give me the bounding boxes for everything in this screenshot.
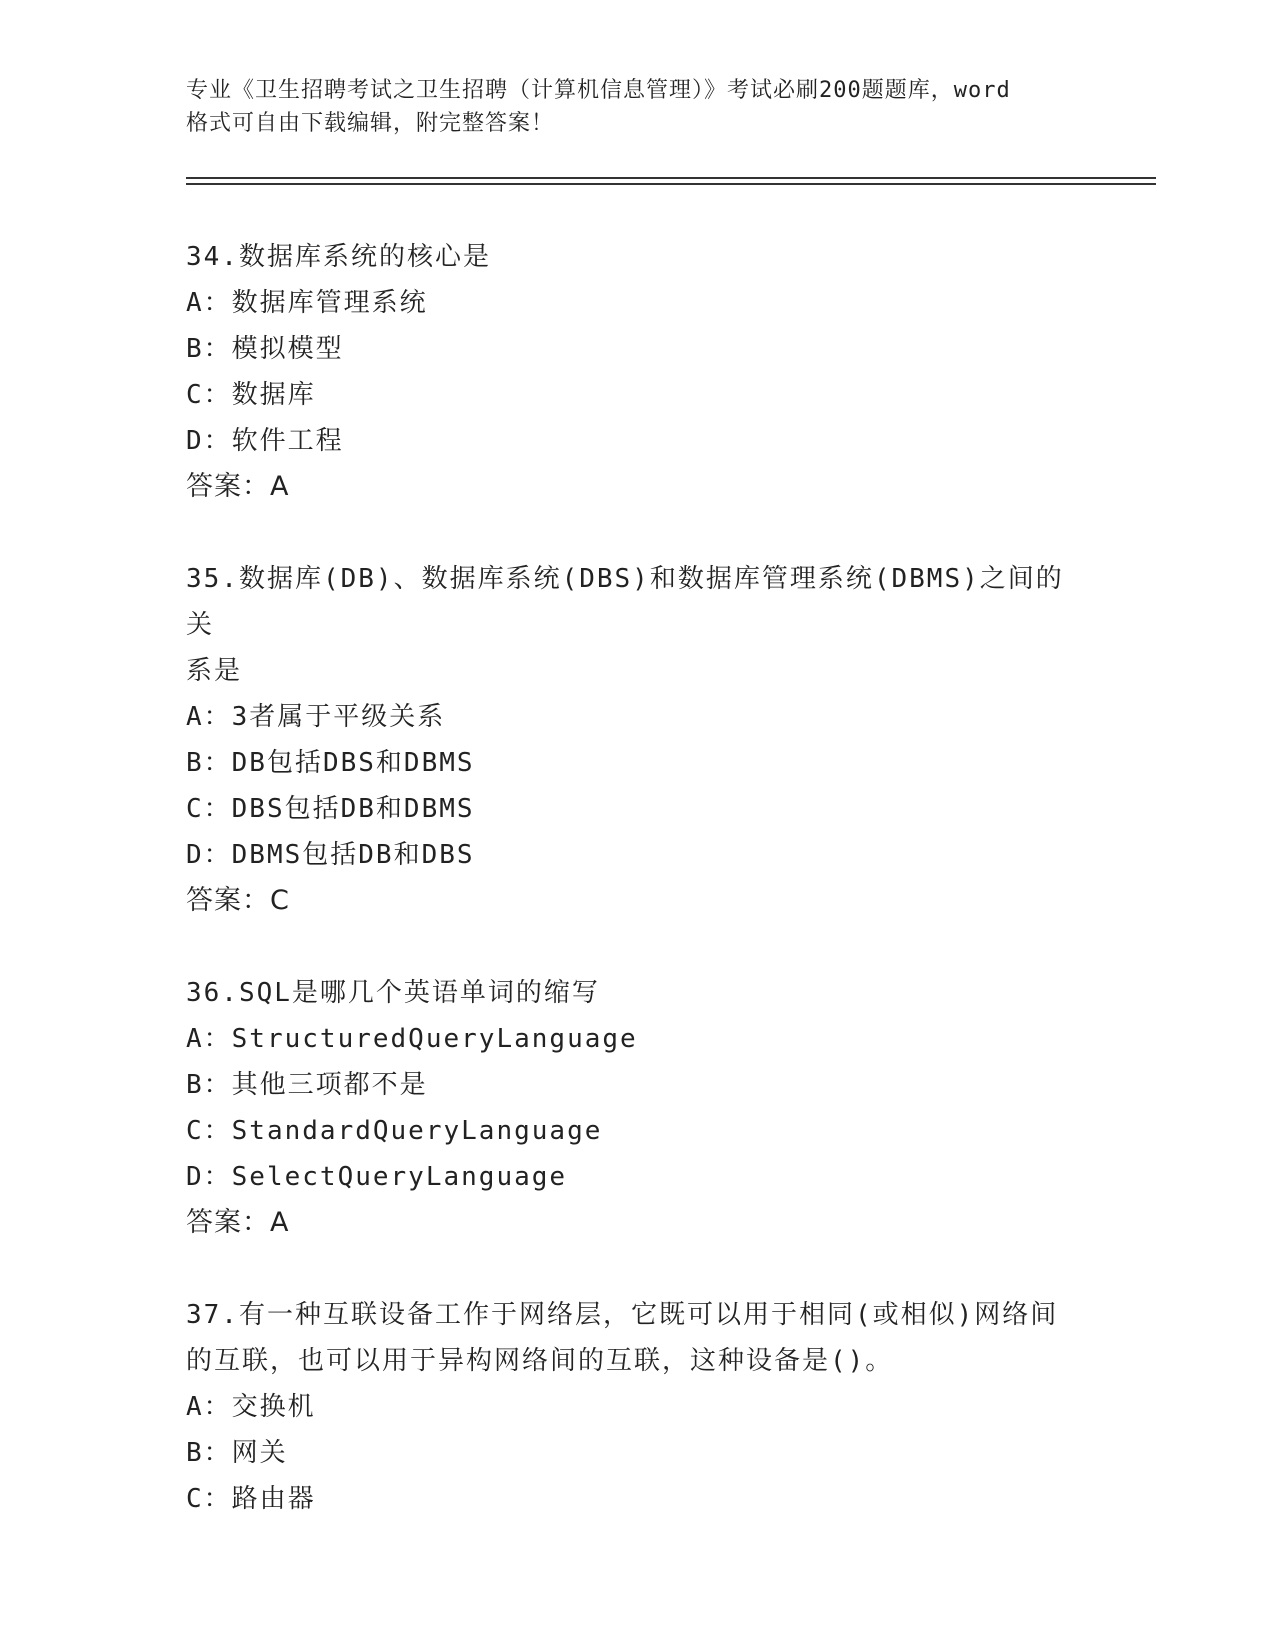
option-c: C：数据库	[186, 380, 316, 410]
question-stem-line-1: 35.数据库(DB)、数据库系统(DBS)和数据库管理系统(DBMS)之间的关	[186, 564, 1064, 640]
question-stem-line-2: 系是	[186, 656, 243, 686]
option-a: A：3者属于平级关系	[186, 702, 446, 732]
question-36	[186, 970, 1086, 1246]
document-header	[186, 74, 1086, 140]
question-stem	[186, 970, 1086, 1016]
question-37	[186, 1292, 1086, 1522]
answer-label: 答案：A	[186, 471, 290, 502]
option-b: B：DB包括DBS和DBMS	[186, 748, 475, 778]
option-a: A：数据库管理系统	[186, 288, 428, 318]
option-b: B：网关	[186, 1438, 288, 1468]
header-divider-top	[186, 177, 1156, 179]
option-c: C：DBS包括DB和DBMS	[186, 794, 475, 824]
option-a: A：StructuredQueryLanguage	[186, 1024, 638, 1054]
option-c: C：StandardQueryLanguage	[186, 1116, 603, 1146]
header-intro-line-1: 专业《卫生招聘考试之卫生招聘（计算机信息管理）》考试必刷200题题库，word	[186, 78, 1011, 103]
question-stem	[186, 234, 1086, 280]
option-a: A：交换机	[186, 1392, 316, 1422]
question-stem-line-1: 36.SQL是哪几个英语单词的缩写	[186, 978, 600, 1008]
option-d: D：软件工程	[186, 426, 344, 456]
option-b: B：模拟模型	[186, 334, 344, 364]
question-35	[186, 556, 1086, 924]
option-d: D：SelectQueryLanguage	[186, 1162, 568, 1192]
question-34	[186, 234, 1086, 510]
option-b: B：其他三项都不是	[186, 1070, 428, 1100]
question-stem-line-2: 的互联，也可以用于异构网络间的互联，这种设备是()。	[186, 1346, 894, 1376]
question-stem-line-1: 34.数据库系统的核心是	[186, 242, 491, 272]
question-stem	[186, 1292, 1086, 1384]
answer-label: 答案：A	[186, 1207, 290, 1238]
option-d: D：DBMS包括DB和DBS	[186, 840, 475, 870]
question-stem	[186, 556, 1086, 694]
question-stem-line-1: 37.有一种互联设备工作于网络层，它既可以用于相同(或相似)网络间	[186, 1300, 1059, 1330]
answer-label: 答案：C	[186, 885, 290, 916]
header-divider-bottom	[186, 183, 1156, 185]
option-c: C：路由器	[186, 1484, 316, 1514]
header-intro-line-2: 格式可自由下载编辑，附完整答案！	[186, 111, 555, 136]
question-list	[186, 234, 1086, 1568]
